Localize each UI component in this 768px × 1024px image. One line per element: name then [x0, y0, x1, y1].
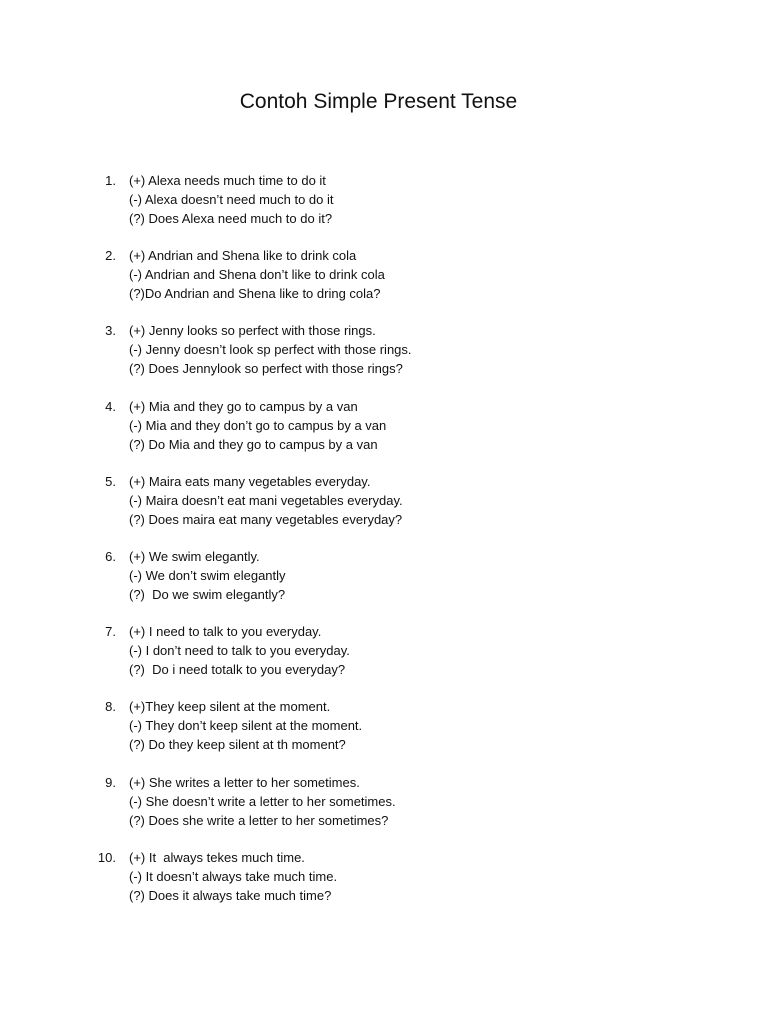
item-number: 8. [105, 699, 116, 715]
question-sentence: (?)Do Andrian and Shena like to dring cola? [129, 286, 381, 302]
item-sentences [129, 397, 386, 454]
negative-sentence: (-) I don’t need to talk to you everyday. [129, 643, 350, 659]
list-item-8 [0, 697, 768, 772]
negative-sentence: (-) Andrian and Shena don’t like to drink cola [129, 267, 385, 283]
positive-sentence: (+) Alexa needs much time to do it [129, 173, 326, 188]
list-item-6 [0, 547, 768, 622]
question-sentence: (?) Do i need totalk to you everyday? [129, 662, 346, 678]
list-item-7 [0, 622, 768, 697]
item-sentences [129, 321, 412, 378]
negative-sentence: (-) Maira doesn’t eat mani vegetables everyday. [129, 492, 403, 508]
positive-sentence: (+) We swim elegantly. [129, 548, 260, 564]
item-number: 5. [105, 473, 116, 489]
item-number: 10. [97, 849, 116, 865]
negative-sentence: (-) It doesn’t always take much time. [129, 868, 338, 884]
item-number: 2. [105, 248, 116, 264]
positive-sentence: (+) She writes a letter to her sometimes. [129, 774, 360, 790]
item-sentences [129, 697, 362, 754]
item-sentences [129, 171, 334, 228]
item-sentences [129, 622, 350, 679]
question-sentence: (?) Does she write a letter to her sometimes? [129, 812, 389, 828]
item-sentences [129, 547, 286, 604]
item-number: 7. [105, 624, 116, 640]
question-sentence: (?) Does Jennylook so perfect with those rings? [129, 361, 403, 377]
list-item-3 [0, 321, 768, 396]
positive-sentence: (+) Maira eats many vegetables everyday. [129, 473, 371, 489]
list-item-9 [0, 773, 768, 848]
negative-sentence: (-) Jenny doesn’t look sp perfect with those rings. [129, 342, 412, 358]
item-sentences [129, 246, 385, 303]
positive-sentence: (+) It always tekes much time. [129, 849, 305, 865]
item-number: 6. [105, 548, 116, 564]
negative-sentence: (-) We don’t swim elegantly [129, 567, 286, 583]
item-number: 3. [105, 323, 116, 339]
negative-sentence: (-) Mia and they don’t go to campus by a van [129, 417, 387, 433]
question-sentence: (?) Does it always take much time? [129, 887, 332, 903]
item-sentences [129, 773, 396, 830]
item-sentences [129, 848, 337, 905]
item-number: 1. [105, 173, 116, 188]
question-sentence: (?) Does Alexa need much to do it? [129, 211, 333, 226]
list-item-10 [0, 848, 768, 923]
example-list [0, 171, 768, 923]
question-sentence: (?) Does maira eat many vegetables everyday? [129, 511, 403, 527]
list-item-5 [0, 472, 768, 547]
negative-sentence: (-) They don’t keep silent at the moment. [129, 718, 363, 734]
question-sentence: (?) Do we swim elegantly? [129, 586, 286, 602]
item-sentences [129, 472, 403, 529]
positive-sentence: (+) Jenny looks so perfect with those rings. [129, 323, 376, 339]
item-number: 9. [105, 774, 116, 790]
positive-sentence: (+) Mia and they go to campus by a van [129, 398, 358, 414]
negative-sentence: (-) Alexa doesn’t need much to do it [129, 192, 334, 207]
list-item-2 [0, 246, 768, 321]
page-title: Contoh Simple Present Tense [239, 90, 518, 113]
positive-sentence: (+) Andrian and Shena like to drink cola [129, 248, 357, 264]
negative-sentence: (-) She doesn’t write a letter to her sometimes. [129, 793, 396, 809]
list-item-1 [0, 171, 768, 246]
question-sentence: (?) Do they keep silent at th moment? [129, 737, 346, 753]
question-sentence: (?) Do Mia and they go to campus by a van [129, 436, 378, 452]
list-item-4 [0, 397, 768, 472]
positive-sentence: (+) I need to talk to you everyday. [129, 624, 322, 640]
positive-sentence: (+)They keep silent at the moment. [129, 699, 331, 715]
item-number: 4. [105, 398, 116, 414]
